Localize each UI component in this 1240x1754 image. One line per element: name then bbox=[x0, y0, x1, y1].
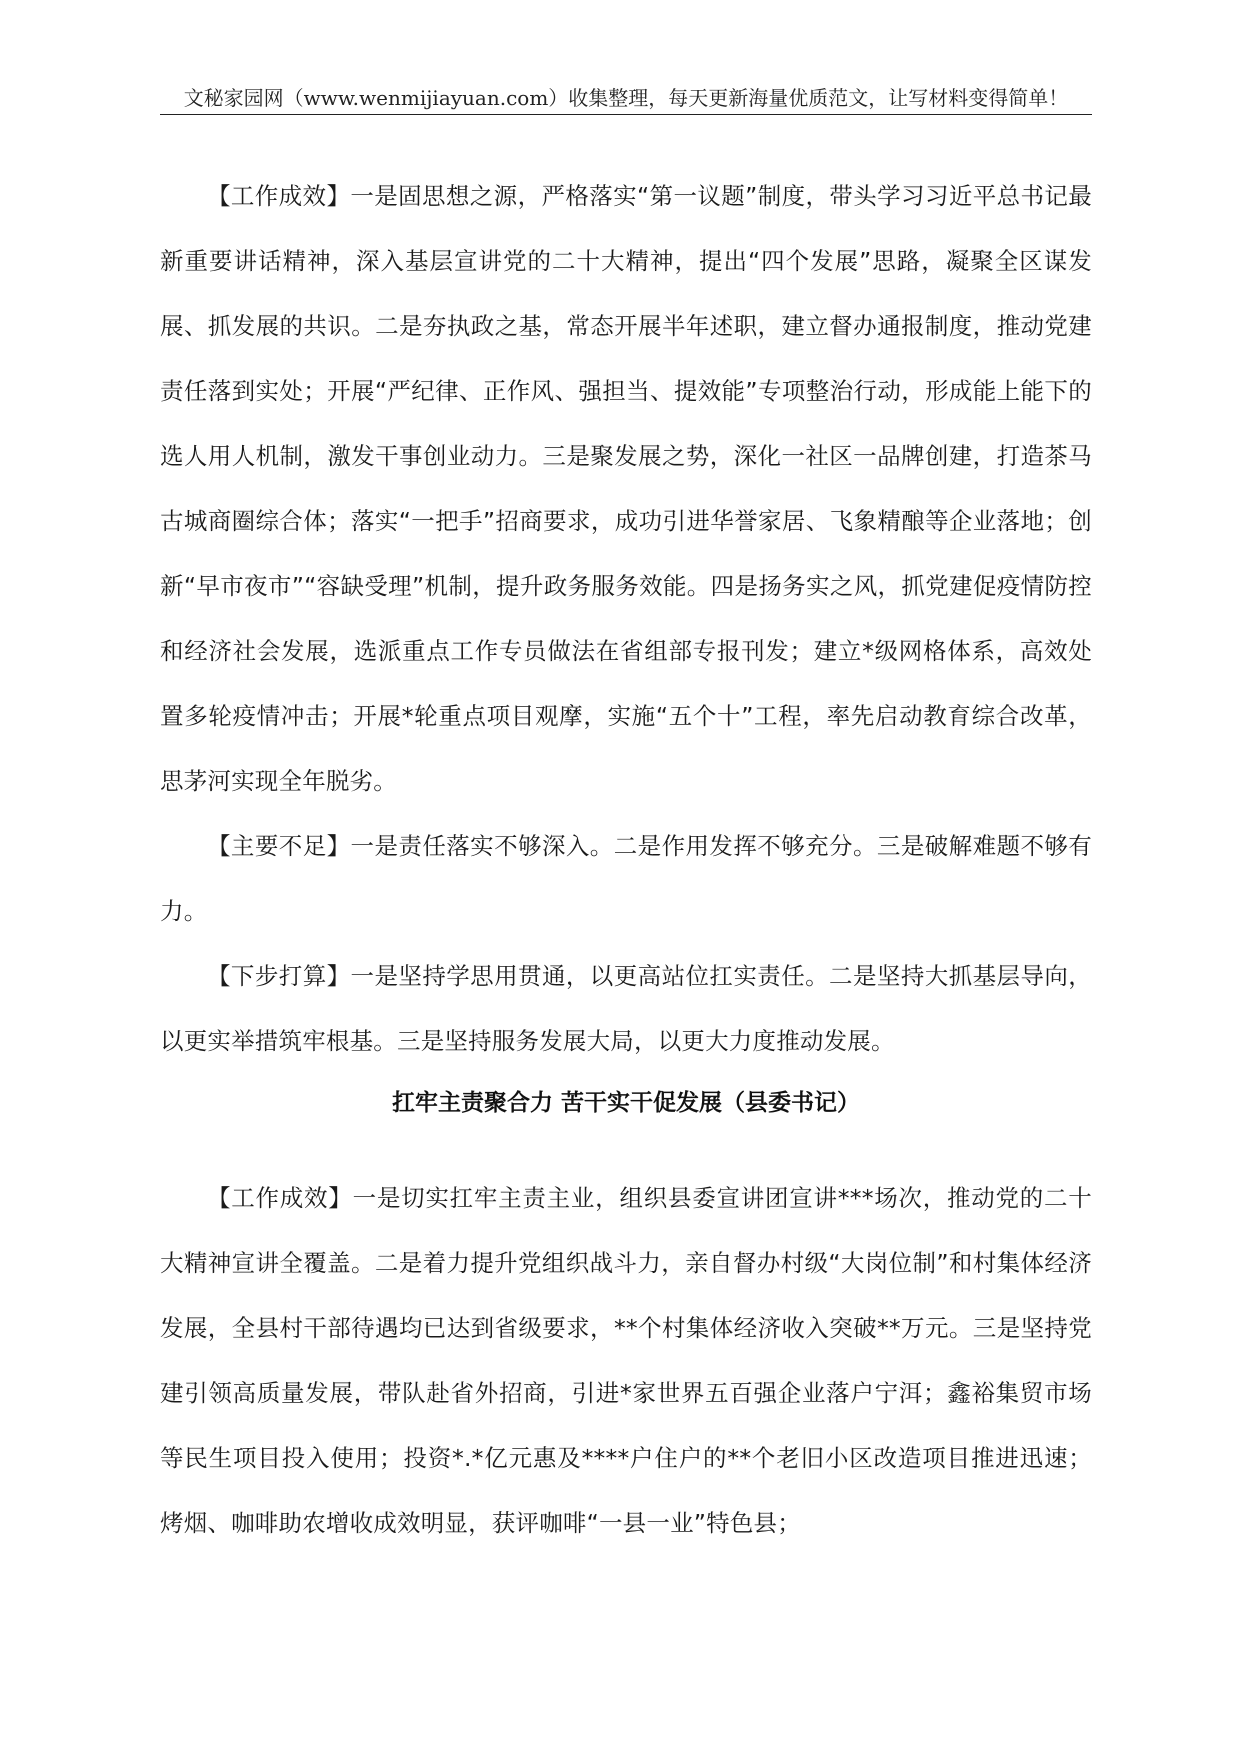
section-title: 扛牢主责聚合力 苦干实干促发展（县委书记） bbox=[391, 1090, 860, 1116]
paragraph-main-shortcomings: 【主要不足】一是责任落实不够深入。二是作用发挥不够充分。三是破解难题不够有力。 bbox=[160, 832, 1092, 925]
page-header bbox=[160, 84, 1092, 115]
header-text: 文秘家园网（www.wenmijiayuan.com）收集整理，每天更新海量优质范文，让写材料变得简单！ bbox=[183, 86, 1069, 110]
paragraph-next-steps: 【下步打算】一是坚持学思用贯通，以更高站位扛实责任。二是坚持大抓基层导向，以更实举措筑牢根基。三是坚持服务发展大局，以更大力度推动发展。 bbox=[160, 962, 1092, 1055]
paragraph-work-results: 【工作成效】一是固思想之源，严格落实“第一议题”制度，带头学习习近平总书记最新重要讲话精神，深入基层宣讲党的二十大精神，提出“四个发展”思路，凝聚全区谋发展、抓发展的共识。二是夯执政之基，常态开展半年述职，建立督办通报制度，推动党建责任落到实处；开展“严纪律、正作风、强担当、提效能”专项整治行动，形成能上能下的选人用人机制，激发干事创业动力。三是聚发展之势，深化一社区一品牌创建，打造茶马古城商圈综合体；落实“一把手”招商要求，成功引进华誉家居、飞象精酿等企业落地；创新“早市夜市”“容缺受理”机制，提升政务服务效能。四是扬务实之风，抓党建促疫情防控和经济社会发展，选派重点工作专员做法在省组部专报刊发；建立*级网格体系，高效处置多轮疫情冲击；开展*轮重点项目观摩，实施“五个十”工程，率先启动教育综合改革，思茅河实现全年脱劣。 bbox=[160, 182, 1092, 795]
document-body bbox=[160, 164, 1092, 1556]
paragraph-county-work-results: 【工作成效】一是切实扛牢主责主业，组织县委宣讲团宣讲***场次，推动党的二十大精神宣讲全覆盖。二是着力提升党组织战斗力，亲自督办村级“大岗位制”和村集体经济发展，全县村干部待遇均已达到省级要求，**个村集体经济收入突破**万元。三是坚持党建引领高质量发展，带队赴省外招商，引进*家世界五百强企业落户宁洱；鑫裕集贸市场等民生项目投入使用；投资*.*亿元惠及****户住户的**个老旧小区改造项目推进迅速；烤烟、咖啡助农增收成效明显，获评咖啡“一县一业”特色县； bbox=[160, 1184, 1092, 1537]
